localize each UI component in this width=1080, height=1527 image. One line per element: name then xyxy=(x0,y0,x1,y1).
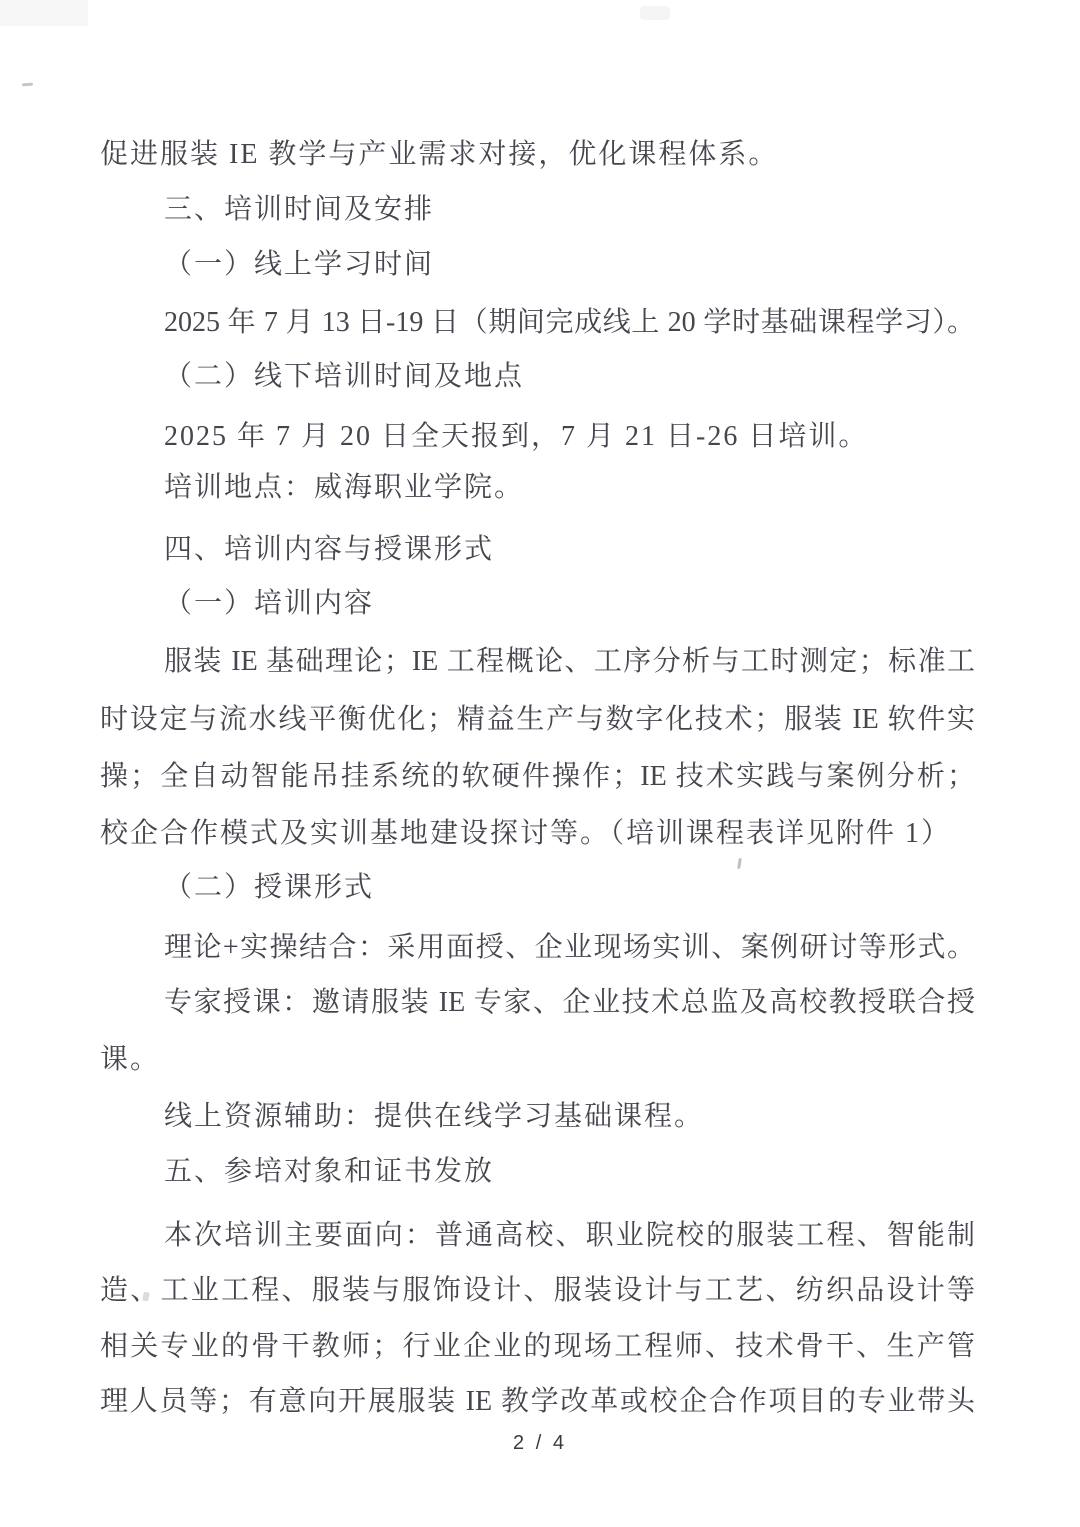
document-line: 专家授课：邀请服装 IE 专家、企业技术总监及高校教授联合授 xyxy=(164,987,975,1018)
document-line: 线上资源辅助：提供在线学习基础课程。 xyxy=(164,1101,705,1132)
document-line: 促进服装 IE 教学与产业需求对接，优化课程体系。 xyxy=(100,139,779,170)
document-line: 造、工业工程、服装与服饰设计、服装设计与工艺、纺织品设计等 xyxy=(100,1275,975,1306)
document-line: 理人员等；有意向开展服装 IE 教学改革或校企合作项目的专业带头 xyxy=(100,1386,975,1417)
scan-artifact xyxy=(22,83,33,87)
document-line: 操；全自动智能吊挂系统的软硬件操作；IE 技术实践与案例分析； xyxy=(100,761,975,792)
section-heading: 五、参培对象和证书发放 xyxy=(164,1156,495,1187)
document-line: 理论+实操结合：采用面授、企业现场实训、案例研讨等形式。 xyxy=(164,932,975,963)
document-line: 课。 xyxy=(100,1044,161,1075)
subsection-heading: （一）线上学习时间 xyxy=(164,249,435,280)
page-number: 2 / 4 xyxy=(513,1432,567,1454)
subsection-heading: （二）授课形式 xyxy=(164,872,375,903)
section-heading: 三、培训时间及安排 xyxy=(164,194,435,225)
document-line: 相关专业的骨干教师；行业企业的现场工程师、技术骨干、生产管 xyxy=(100,1331,975,1362)
document-line: 2025 年 7 月 20 日全天报到，7 月 21 日-26 日培训。 xyxy=(164,421,869,452)
section-heading: 四、培训内容与授课形式 xyxy=(164,534,495,565)
document-line: 校企合作模式及实训基地建设探讨等。（培训课程表详见附件 1） xyxy=(100,818,952,849)
document-line: 2025 年 7 月 13 日-19 日（期间完成线上 20 学时基础课程学习）。 xyxy=(164,307,975,338)
document-line: 培训地点：威海职业学院。 xyxy=(164,472,525,503)
document-line: 本次培训主要面向：普通高校、职业院校的服装工程、智能制 xyxy=(164,1220,975,1251)
document-line: 时设定与流水线平衡优化；精益生产与数字化技术；服装 IE 软件实 xyxy=(100,704,975,735)
scan-artifact xyxy=(0,0,88,26)
subsection-heading: （二）线下培训时间及地点 xyxy=(164,361,525,392)
document-line: 服装 IE 基础理论；IE 工程概论、工序分析与工时测定；标准工 xyxy=(164,646,975,677)
subsection-heading: （一）培训内容 xyxy=(164,588,375,619)
scan-artifact xyxy=(640,6,670,20)
